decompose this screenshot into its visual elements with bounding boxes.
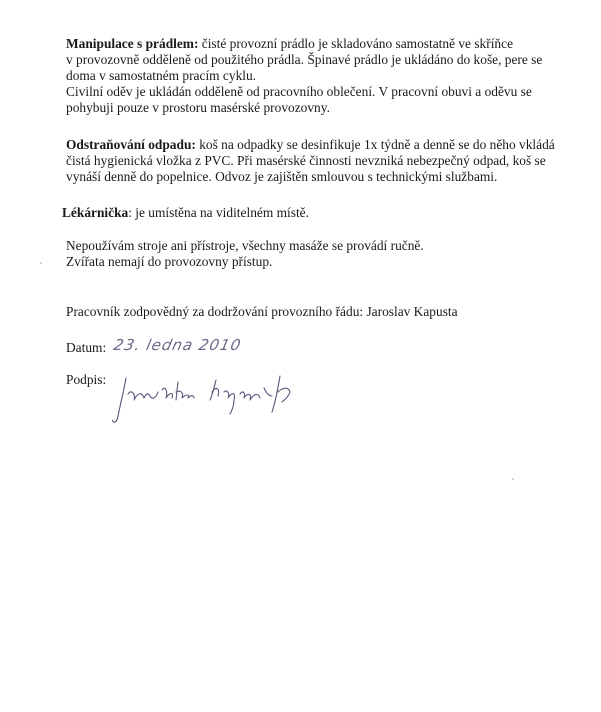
laundry-line-4: Civilní oděv je ukládán odděleně od pracovního oblečení. V pracovní obuvi a oděvu se: [66, 84, 532, 99]
laundry-section: [66, 36, 542, 116]
laundry-heading: Manipulace s prádlem:: [66, 36, 199, 51]
notes-section: [66, 238, 424, 270]
laundry-line-2: v provozovně odděleně od použitého prádla. Špinavé prádlo je ukládáno do koše, pere se: [66, 52, 543, 67]
waste-line-1: Odstraňování odpadu: koš na odpadky se desinfikuje 1x týdně a denně se do něho vkládá: [66, 137, 555, 152]
firstaid-section: [62, 205, 309, 221]
handwritten-date: 23. ledna 2010: [112, 336, 244, 354]
firstaid-heading: Lékárnička: [62, 205, 129, 220]
notes-line-1: Nepoužívám stroje ani přístroje, všechny masáže se provádí ručně.: [66, 238, 424, 253]
notes-line-2: Zvířata nemají do provozovny přístup.: [66, 254, 273, 269]
scan-speck: [512, 478, 514, 480]
waste-section: [66, 137, 555, 185]
scan-speck: [40, 262, 42, 264]
responsible-person: Pracovník zodpovědný za dodržování provozního řádu: Jaroslav Kapusta: [66, 304, 458, 319]
laundry-line-1: Manipulace s prádlem: čisté provozní prádlo je skladováno samostatně ve skříňce: [66, 36, 514, 51]
waste-line-2: čistá hygienická vložka z PVC. Při masérské činnosti nevzniká nebezpečný odpad, koš se: [66, 153, 546, 168]
date-label: Datum:: [66, 340, 107, 355]
signature-label: Podpis:: [66, 372, 107, 387]
waste-line-3: vynáší denně do popelnice. Odvoz je zajištěn smlouvou s technickými službami.: [66, 169, 498, 184]
waste-heading: Odstraňování odpadu:: [66, 137, 196, 152]
laundry-line-5: pohybuji pouze v prostoru masérské provozovny.: [66, 100, 330, 115]
laundry-line-3: doma v samostatném pracím cyklu.: [66, 68, 257, 83]
firstaid-text: : je umístěna na viditelném místě.: [128, 205, 309, 220]
handwritten-signature: [112, 370, 302, 430]
